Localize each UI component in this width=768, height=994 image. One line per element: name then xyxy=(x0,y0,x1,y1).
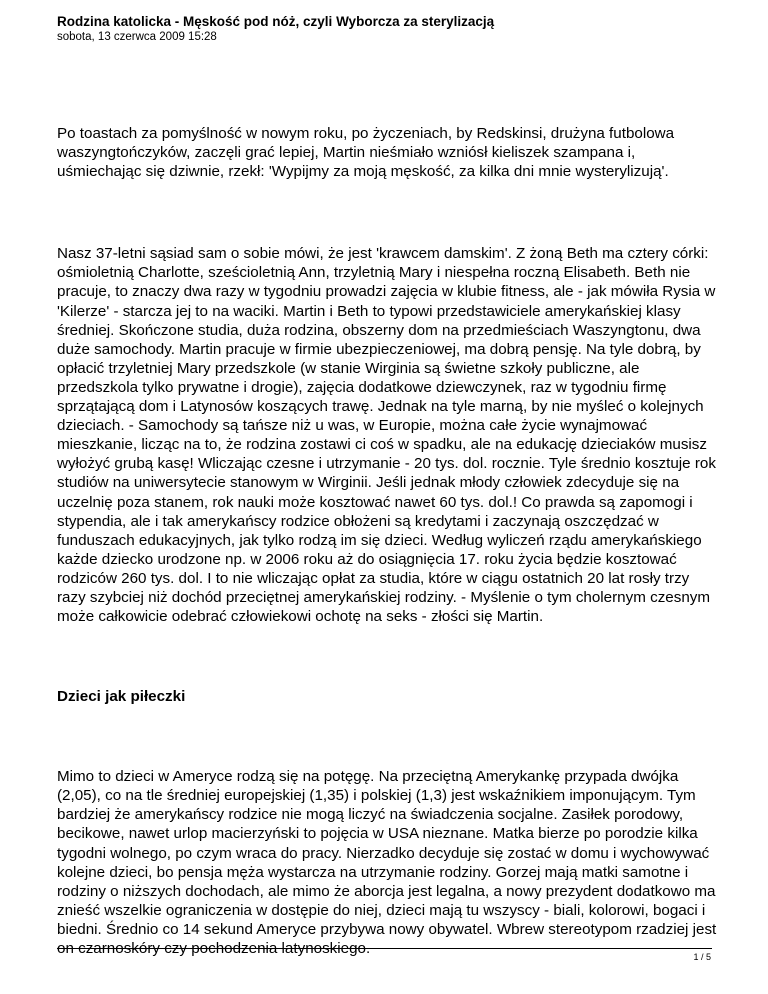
article-paragraph: Mimo to dzieci w Ameryce rodzą się na potęgę. Na przeciętną Amerykankę przypada dwójka (2,05), co na tle średniej europejskiej (1,35) i polskiej (1,3) jest wskaźnikiem imponującym. Tym bardziej że amerykańscy rodzice nie mogą liczyć na świadczenia socjalne. Zasiłek porodowy, becikowe, nawet urlop macierzyński to pojęcia w USA nieznane. Matka bierze po porodzie kilka tygodni wolnego, po czym wraca do pracy. Nierzadko decyduje się zostać w domu i wychowywać kolejne dzieci, bo pensja męża wystarcza na utrzymanie rodziny. Gorzej mają matki samotne i rodziny o niższych dochodach, ale mimo że aborcja jest legalna, a nowy prezydent dodatkowo ma znieść wszelkie ograniczenia w dostępie do niej, dzieci mają tu wszyscy - biali, kolorowi, bogaci i biedni. Średnio co 14 sekund Ameryce przybywa nowy obywatel. Wbrew stereotypom rzadziej jest on czarnoskóry czy pochodzenia latynoskiego. xyxy=(57,768,717,957)
page-number: 1 / 5 xyxy=(693,952,711,962)
article-paragraph: Nasz 37-letni sąsiad sam o sobie mówi, że jest 'krawcem damskim'. Z żoną Beth ma cztery córki: ośmioletnią Charlotte, sześcioletnią Ann, trzyletnią Mary i niespełna roczną Elisabeth. Beth nie pracuje, to znaczy dwa razy w tygodniu prowadzi zajęcia w klubie fitness, ale - jak mówiła Rysia w 'Kilerze' - starcza jej to na waciki. Martin i Beth to typowi przedstawiciele amerykańskiej klasy średniej. Skończone studia, duża rodzina, obszerny dom na przedmieściach Waszyngtonu, dwa duże samochody. Martin pracuje w firmie ubezpieczeniowej, ma dobrą pensję. Na tyle dobrą, by opłacić trzyletniej Mary przedszkole (w stanie Wirginia są świetne szkoły publiczne, ale przedszkola tylko prywatne i drogie), zajęcia dodatkowe dziewczynek, raz w tygodniu firmę sprzątającą dom i Latynosów koszących trawę. Jednak na tyle marną, by nie myśleć o kolejnych dzieciach. - Samochody są tańsze niż u was, w Europie, można całe życie wynajmować mieszkanie, licząc na to, że rodzina zostawi ci coś w spadku, ale na edukację dzieciaków musisz wyłożyć grubą kasę! Wliczając czesne i utrzymanie - 20 tys. dol. rocznie. Tyle średnio kosztuje rok studiów na uniwersytecie stanowym w Wirginii. Jeśli jednak młody człowiek zdecyduje się na uczelnię poza stanem, rok nauki może kosztować nawet 60 tys. dol.! Co prawda są zapomogi i stypendia, ale i tak amerykańscy rodzice obłożeni są kredytami i zaczynają oszczędzać w funduszach edukacyjnych, jak tylko rodzą im się dzieci. Według wyliczeń rządu amerykańskiego każde dziecko urodzone np. w 2006 roku aż do osiągnięcia 17. roku życia będzie kosztować rodziców 260 tys. dol. I to nie wliczając opłat za studia, które w ciągu ostatnich 20 lat rosły trzy razy szybciej niż dochód przeciętnej amerykańskiej rodziny. - Myślenie o tym cholernym czesnym może całkowicie odebrać człowiekowi ochotę na seks - złości się Martin. xyxy=(57,245,716,626)
article-paragraph: Po toastach za pomyślność w nowym roku, po życzeniach, by Redskinsi, drużyna futbolowa waszyngtończyków, zaczęli grać lepiej, Martin nieśmiało wzniósł kieliszek szampana i, uśmiechając się dziwnie, rzekł: 'Wypijmy za moją męskość, za kilka dni mnie wysterylizują'. xyxy=(57,125,675,181)
article-date: sobota, 13 czerwca 2009 15:28 xyxy=(57,31,217,43)
footer-divider xyxy=(57,948,712,949)
article-body xyxy=(57,124,719,958)
section-heading: Dzieci jak piłeczki xyxy=(57,688,186,706)
page-header xyxy=(57,14,717,44)
article-title: Rodzina katolicka - Męskość pod nóż, czyli Wyborcza za sterylizacją xyxy=(57,14,495,29)
